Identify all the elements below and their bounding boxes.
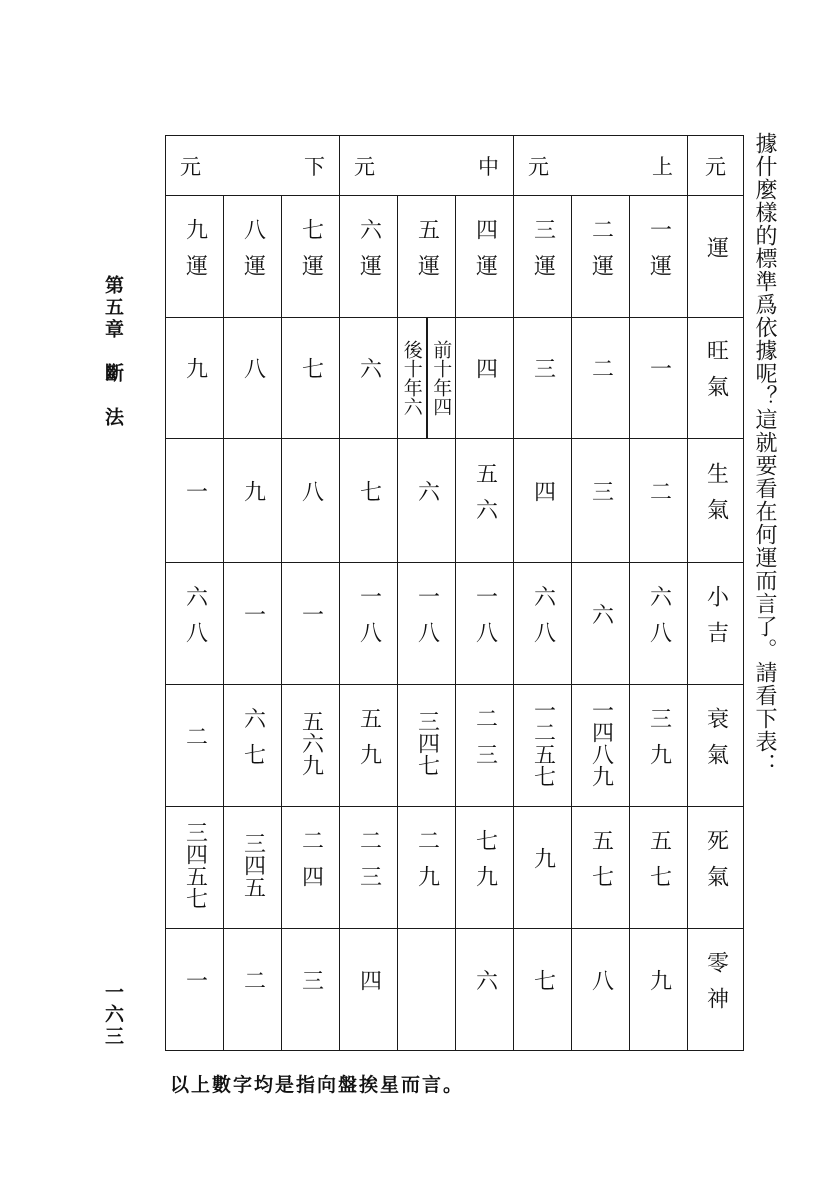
- run-cell: 五運: [398, 196, 456, 318]
- lingshen-cell: 九: [630, 929, 688, 1051]
- shuaiqi-cell: 三九: [630, 685, 688, 807]
- wangqi-split-left: 後十年六: [400, 340, 423, 416]
- era-row: [166, 136, 744, 196]
- wangqi-cell: [398, 318, 456, 439]
- era-label: 元: [688, 136, 744, 196]
- xiaoji-cell: 一: [224, 563, 282, 685]
- row-label: 小吉: [688, 563, 744, 685]
- siqi-cell: 三四五: [224, 807, 282, 929]
- wangqi-cell: 二: [572, 318, 630, 439]
- shuaiqi-cell: 二: [166, 685, 224, 807]
- xiaoji-cell: 一: [282, 563, 340, 685]
- lingshen-cell: 六: [456, 929, 514, 1051]
- side-note: 據什麼樣的標準爲依據呢？這就要看在何運而言了。請看下表：: [752, 132, 777, 776]
- siqi-cell: 二三: [340, 807, 398, 929]
- shengqi-cell: 五六: [456, 439, 514, 563]
- run-cell: 四運: [456, 196, 514, 318]
- lingshen-cell: 四: [340, 929, 398, 1051]
- siqi-cell: 七九: [456, 807, 514, 929]
- lingshen-cell: 三: [282, 929, 340, 1051]
- siqi-cell: 三四五七: [166, 807, 224, 929]
- chapter-header: 第五章 斷 法: [102, 275, 124, 429]
- xiaoji-cell: 六八: [166, 563, 224, 685]
- xiaoji-row: [166, 563, 744, 685]
- siqi-cell: 九: [514, 807, 572, 929]
- run-cell: 六運: [340, 196, 398, 318]
- wangqi-cell: 九: [166, 318, 224, 439]
- run-cell: 九運: [166, 196, 224, 318]
- lingshen-cell: 一: [166, 929, 224, 1051]
- shengqi-cell: 一: [166, 439, 224, 563]
- wangqi-cell: 八: [224, 318, 282, 439]
- siqi-cell: 五七: [572, 807, 630, 929]
- shuaiqi-cell: 五九: [340, 685, 398, 807]
- siqi-row: [166, 807, 744, 929]
- wangqi-split-right: 前十年四: [430, 340, 453, 416]
- row-label: 零神: [688, 929, 744, 1051]
- row-label: 運: [688, 196, 744, 318]
- shuaiqi-cell: 五六九: [282, 685, 340, 807]
- lingshen-cell: 七: [514, 929, 572, 1051]
- shengqi-row: [166, 439, 744, 563]
- siqi-cell: 五七: [630, 807, 688, 929]
- shengqi-cell: 三: [572, 439, 630, 563]
- shuaiqi-cell: 六七: [224, 685, 282, 807]
- shuaiqi-cell: 一四八九: [572, 685, 630, 807]
- era-upper: 元 上: [514, 136, 688, 196]
- wangqi-cell: 七: [282, 318, 340, 439]
- xiaoji-cell: 一八: [340, 563, 398, 685]
- shengqi-cell: 七: [340, 439, 398, 563]
- lingshen-cell: 二: [224, 929, 282, 1051]
- xiaoji-cell: 六: [572, 563, 630, 685]
- era-middle: 元 中: [340, 136, 514, 196]
- lingshen-cell: 八: [572, 929, 630, 1051]
- shuaiqi-cell: 一二五七: [514, 685, 572, 807]
- wangqi-cell: 四: [456, 318, 514, 439]
- lingshen-row: [166, 929, 744, 1051]
- wangqi-cell: 一: [630, 318, 688, 439]
- run-cell: 八運: [224, 196, 282, 318]
- xiaoji-cell: 一八: [398, 563, 456, 685]
- shuaiqi-cell: 二三: [456, 685, 514, 807]
- lingshen-cell: [398, 929, 456, 1051]
- shengqi-cell: 二: [630, 439, 688, 563]
- siqi-cell: 二九: [398, 807, 456, 929]
- shuaiqi-row: [166, 685, 744, 807]
- shuaiqi-cell: 三四七: [398, 685, 456, 807]
- feixing-qi-table: [165, 135, 744, 1051]
- shengqi-cell: 六: [398, 439, 456, 563]
- run-cell: 三運: [514, 196, 572, 318]
- xiaoji-cell: 一八: [456, 563, 514, 685]
- era-lower: 元 下: [166, 136, 340, 196]
- run-cell: 七運: [282, 196, 340, 318]
- shengqi-cell: 九: [224, 439, 282, 563]
- row-label: 死氣: [688, 807, 744, 929]
- wangqi-cell: 三: [514, 318, 572, 439]
- siqi-cell: 二四: [282, 807, 340, 929]
- footer-note: 以上數字均是指向盤挨星而言。: [170, 1074, 465, 1096]
- row-label: 旺氣: [688, 318, 744, 439]
- row-label: 衰氣: [688, 685, 744, 807]
- xiaoji-cell: 六八: [630, 563, 688, 685]
- wangqi-row: [166, 318, 744, 439]
- page-number: 一六三: [102, 982, 124, 1048]
- run-cell: 二運: [572, 196, 630, 318]
- wangqi-cell: 六: [340, 318, 398, 439]
- xiaoji-cell: 六八: [514, 563, 572, 685]
- run-row: [166, 196, 744, 318]
- run-cell: 一運: [630, 196, 688, 318]
- row-label: 生氣: [688, 439, 744, 563]
- shengqi-cell: 八: [282, 439, 340, 563]
- shengqi-cell: 四: [514, 439, 572, 563]
